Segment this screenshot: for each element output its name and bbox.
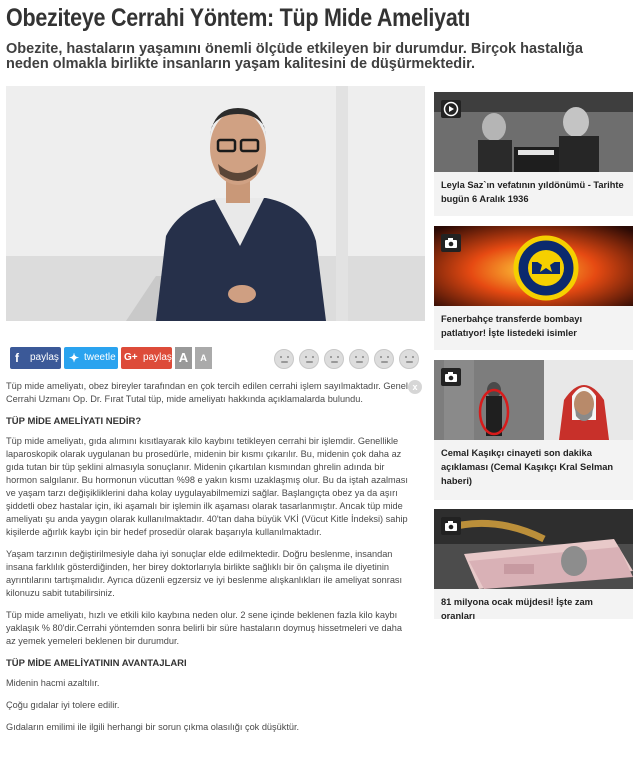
section-heading: TÜP MİDE AMELİYATI NEDİR?: [6, 416, 142, 427]
camera-icon: [441, 368, 461, 386]
google-share-button[interactable]: [121, 347, 172, 369]
reaction-surprised-icon[interactable]: [374, 349, 394, 369]
reaction-angry-icon[interactable]: [399, 349, 419, 369]
sidebar-news-card[interactable]: [434, 360, 633, 500]
camera-icon: [441, 234, 461, 252]
reaction-neutral-icon[interactable]: [324, 349, 344, 369]
twitter-icon: ✦: [69, 351, 80, 365]
sidebar-news-card[interactable]: [434, 509, 633, 619]
card-image: [434, 360, 633, 440]
close-button[interactable]: x: [408, 380, 422, 394]
card-image: [434, 509, 633, 589]
article-paragraph: Yaşam tarzının değiştirilmesiyle daha iyi sonuçlar elde edilmektedir. Doğru beslenme, insandan insana farklılık gösterdiğinden, her birey doktorlarıyla birlikte sağlıklı bir ön çalışma ile diyetinin ayrıntılarını tartışmalıdır. Ayrıca düzenli egzersiz ve iyi beslenme alışkanlıkları ile ameliyat sonrası kilonuzu sabit tutabilirsiniz.: [6, 549, 403, 598]
card-headline: Leyla Saz`ın vefatının yıldönümü - Tarihte bugün 6 Aralık 1936: [441, 180, 624, 204]
doctor-photo: [6, 86, 425, 321]
page-title: Obeziteye Cerrahi Yöntem: Tüp Mide Ameliyatı: [6, 4, 471, 32]
card-headline: 81 milyona ocak müjdesi! İşte zam oranları: [441, 597, 593, 621]
advantage-item: Midenin hacmi azaltılır.: [6, 678, 100, 688]
font-increase-button[interactable]: A: [175, 347, 192, 369]
camera-icon: [441, 517, 461, 535]
font-decrease-button[interactable]: A: [195, 347, 212, 369]
google-share-label: paylaş: [143, 352, 172, 363]
play-icon: [441, 100, 461, 118]
card-headline: Cemal Kaşıkçı cinayeti son dakika açıklaması (Cemal Kaşıkçı Kral Selman haberi): [441, 448, 614, 486]
advantage-item: Çoğu gıdalar iyi tolere edilir.: [6, 700, 120, 710]
sidebar-news-card[interactable]: [434, 92, 633, 216]
facebook-share-button[interactable]: [10, 347, 61, 369]
facebook-icon: f: [15, 351, 19, 365]
advantage-item: Gıdaların emilimi ile ilgili herhangi bir sorun çıkma olasılığı çok düşüktür.: [6, 722, 300, 732]
card-headline: Fenerbahçe transferde bombayı patlatıyor! İşte listedeki isimler: [441, 314, 583, 338]
reaction-laugh-icon[interactable]: [299, 349, 319, 369]
share-bar: [6, 344, 425, 372]
article-paragraph: Tüp mide ameliyatı, obez bireyler tarafından en çok tercih edilen cerrahi işlem sayılmaktadır. Genel Cerrahi Uzmanı Op. Dr. Fırat Tutal tüp, mide ameliyatı hakkında açıklamalarda bulundu.: [6, 381, 408, 404]
twitter-share-label: tweetle: [84, 352, 116, 363]
article-paragraph: Tüp mide ameliyatı, gıda alımını kısıtlayarak kilo kaybını tetikleyen cerrahi bir işlemdir. Genellikle laparoskopik olarak uygulanan bu prosedürle, midenin bir kısmı çıkarılır. Bu, midenin çok daha az gıda tutan bir tüp şeklini almasıyla sonuçlanır. Midenin çıkartılan kısmından ghrelin adında bir hormon salgılanır. Bu hormonun vücuttan %98 e yakın kısmı uzaklaşmış olur. Bu da iştah azalması ve yaşam tarzı değişikliklerini daha kolay uygulayabilmemizi sağlar. Başlangıçta obez ya da aşırı şiddetli obez hastalar için, iki aşamalı bir işlemin ilk aşaması olarak tasarlanmıştır. Ancak tüp mide ameliyatı şu anda yaygın olarak kullanılmaktadır. 40'tan daha büyük VKİ (Vücut Kitle İndeksi) sahip kişilerde ağırlık kaybı için bir hedef prosedür olarak başarıyla kullanılmaktadır.: [6, 436, 408, 537]
card-image: [434, 92, 633, 172]
facebook-share-label: paylaş: [30, 352, 59, 363]
google-plus-icon: G+: [124, 352, 138, 363]
reaction-happy-icon[interactable]: [274, 349, 294, 369]
article-lead: Obezite, hastaların yaşamını önemli ölçüde etkileyen bir durumdur. Birçok hastalığa neden olmakla birlikte insanların yaşam kalitesini de düşürmektedir.: [6, 41, 583, 72]
article-body: [6, 380, 411, 743]
reaction-sad-icon[interactable]: [349, 349, 369, 369]
card-image: [434, 226, 633, 306]
article-paragraph: Tüp mide ameliyatı, hızlı ve etkili kilo kaybına neden olur. 2 sene içinde beklenen fazla kilo kaybı yaklaşık % 80'dir.Cerrahi yöntemden sonra belirli bir süre hastaların doymuş hissetmeleri ve daha az yemek yemeleri beklenen bir durumdur.: [6, 610, 402, 646]
section-heading: TÜP MİDE AMELİYATININ AVANTAJLARI: [6, 658, 187, 669]
hero-image: [6, 86, 425, 321]
twitter-share-button[interactable]: [64, 347, 118, 369]
sidebar-news-card[interactable]: [434, 226, 633, 350]
